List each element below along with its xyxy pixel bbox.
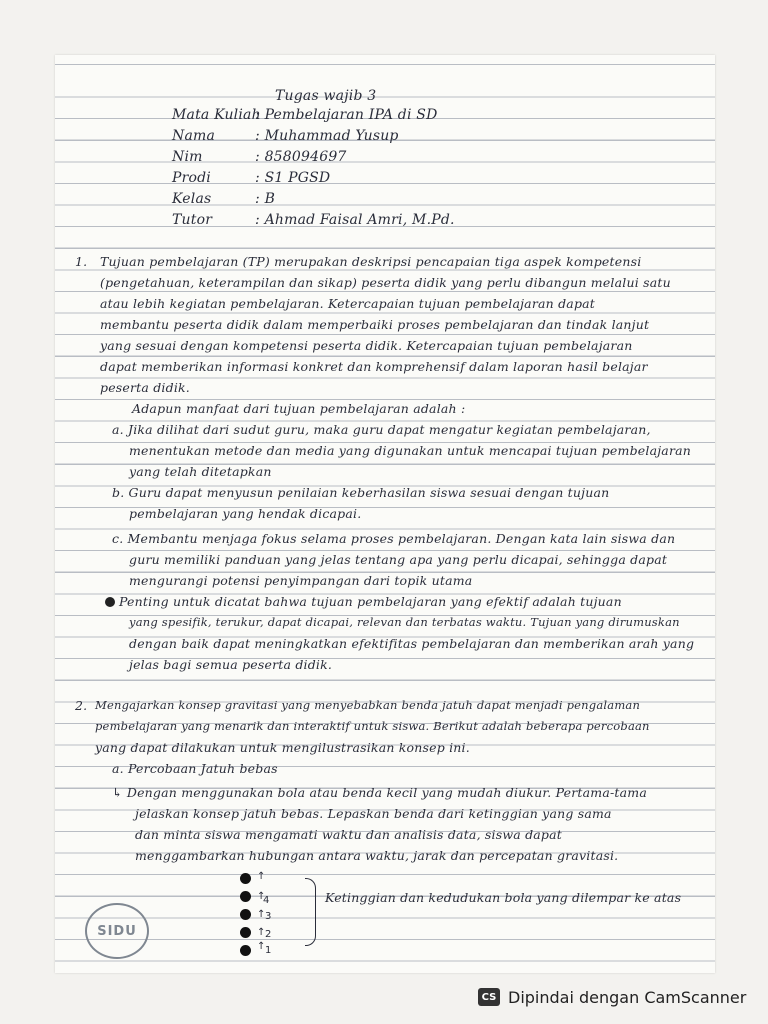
field-label-prodi: Prodi [172, 170, 211, 186]
field-value-mata-kuliah: : Pembelajaran IPA di SD [255, 107, 438, 123]
sidu-logo: SIDU [85, 903, 149, 959]
field-value-kelas: : B [255, 191, 276, 207]
section-1-line: yang spesifik, terukur, dapat dicapai, relevan dan terbatas waktu. Tujuan yang dirumuskan [129, 615, 680, 629]
field-value-prodi: : S1 PGSD [255, 170, 331, 186]
diagram-number: 4 [263, 895, 270, 906]
camscanner-watermark [478, 983, 746, 1011]
ball-icon [240, 945, 251, 956]
section-1-line: (pengetahuan, keterampilan dan sikap) peserta didik yang perlu dibangun melalui satu [100, 275, 671, 290]
section-1-line: Tujuan pembelajaran (TP) merupakan deskripsi pencapaian tiga aspek kompetensi [100, 254, 642, 269]
camscanner-icon: CS [478, 988, 500, 1006]
section-1-item-a: a. Jika dilihat dari sudut guru, maka guru dapat mengatur kegiatan pembelajaran, [112, 422, 651, 437]
arrow-up-icon: ↑ [257, 909, 266, 920]
section-1-line: pembelajaran yang hendak dicapai. [129, 506, 362, 521]
camscanner-text: Dipindai dengan CamScanner [508, 987, 747, 1007]
section-1-line: dengan baik dapat meningkatkan efektifitas pembelajaran dan memberikan arah yang [129, 636, 695, 651]
section-2-line: ↳ Dengan menggunakan bola atau benda kecil yang mudah diukur. Pertama-tama [112, 785, 647, 800]
section-2-line: jelaskan konsep jatuh bebas. Lepaskan benda dari ketinggian yang sama [135, 806, 612, 821]
section-2-line: dan minta siswa mengamati waktu dan analisis data, siswa dapat [135, 827, 562, 842]
section-2-line: menggambarkan hubungan antara waktu, jarak dan percepatan gravitasi. [135, 848, 619, 863]
section-1-line: jelas bagi semua peserta didik. [129, 657, 333, 672]
field-label-tutor: Tutor [172, 212, 213, 228]
section-1-line: peserta didik. [100, 380, 190, 395]
diagram-number: 1 [265, 945, 272, 956]
section-1-line: yang sesuai dengan kompetensi peserta didik. Ketercapaian tujuan pembelajaran [100, 338, 633, 353]
field-value-nim: : 858094697 [255, 149, 347, 165]
field-label-mata-kuliah: Mata Kuliah [172, 107, 261, 123]
section-1-line: yang telah ditetapkan [129, 464, 272, 479]
section-1-line: guru memiliki panduan yang jelas tentang apa yang perlu dicapai, sehingga dapat [129, 552, 668, 567]
section-1-item-b: b. Guru dapat menyusun penilaian keberhasilan siswa sesuai dengan tujuan [112, 485, 610, 500]
field-label-kelas: Kelas [172, 191, 212, 207]
section-1-item-c: c. Membantu menjaga fokus selama proses pembelajaran. Dengan kata lain siswa dan [112, 531, 676, 546]
arrow-up-icon: ↑ [257, 927, 266, 938]
section-1-number: 1. [75, 254, 88, 269]
arrow-up-icon: ↑ [257, 941, 266, 952]
arrow-up-icon: ↑ [257, 891, 266, 902]
field-value-tutor: : Ahmad Faisal Amri, M.Pd. [255, 212, 455, 228]
section-2-line: Mengajarkan konsep gravitasi yang menyebabkan benda jatuh dapat menjadi pengalaman [95, 698, 641, 712]
field-label-nama: Nama [172, 128, 216, 144]
field-value-nama: : Muhammad Yusup [255, 128, 399, 144]
document-title: Tugas wajib 3 [275, 88, 377, 104]
ball-icon [240, 927, 251, 938]
section-2-line: yang dapat dilakukan untuk mengilustrasikan konsep ini. [95, 740, 470, 755]
ball-icon [240, 909, 251, 920]
section-1-line: membantu peserta didik dalam memperbaiki proses pembelajaran dan tindak lanjut [100, 317, 650, 332]
section-2-line: pembelajaran yang menarik dan interaktif untuk siswa. Berikut adalah beberapa percobaan [95, 719, 650, 733]
section-1-note: Penting untuk dicatat bahwa tujuan pembelajaran yang efektif adalah tujuan [119, 594, 622, 609]
diagram-note: Ketinggian dan kedudukan bola yang dilempar ke atas [325, 890, 682, 905]
section-1-line: menentukan metode dan media yang digunakan untuk mencapai tujuan pembelajaran [129, 443, 692, 458]
section-1-line: dapat memberikan informasi konkret dan komprehensif dalam laporan hasil belajar [100, 359, 648, 374]
arrow-up-icon: ↑ [257, 871, 266, 882]
section-2-item-a: a. Percobaan Jatuh bebas [112, 761, 278, 776]
field-label-nim: Nim [172, 149, 203, 165]
bracket-icon [305, 878, 316, 946]
section-2-number: 2. [75, 698, 88, 713]
diagram-number: 3 [265, 911, 272, 922]
section-1-line: Adapun manfaat dari tujuan pembelajaran adalah : [132, 401, 466, 416]
section-1-line: atau lebih kegiatan pembelajaran. Ketercapaian tujuan pembelajaran dapat [100, 296, 596, 311]
diagram-number: 2 [265, 929, 272, 940]
ball-icon [240, 873, 251, 884]
scanned-page [55, 55, 715, 973]
ball-icon [240, 891, 251, 902]
bullet-icon [105, 597, 115, 607]
section-1-line: mengurangi potensi penyimpangan dari topik utama [129, 573, 473, 588]
